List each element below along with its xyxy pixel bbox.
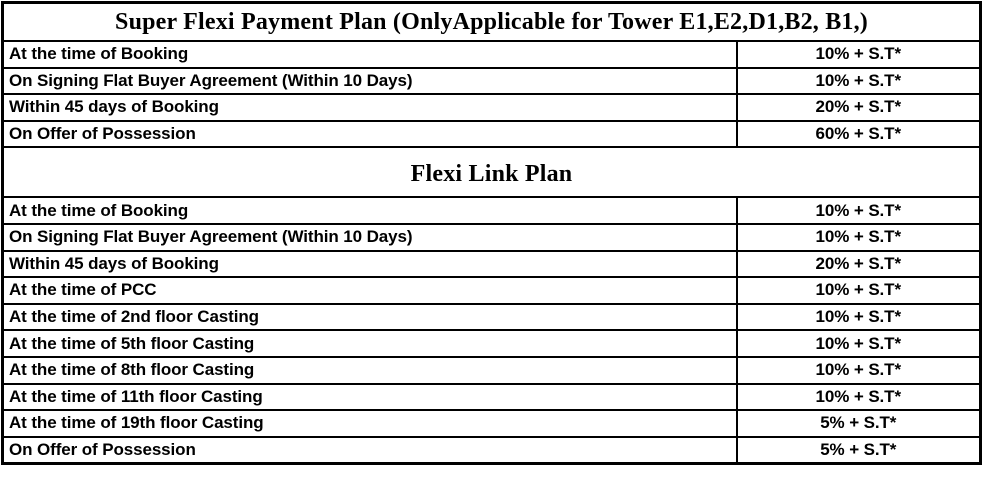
plan-title-row (3, 3, 981, 42)
table-row (3, 224, 981, 251)
milestone-label: On Signing Flat Buyer Agreement (Within 10 Days) (3, 224, 737, 251)
payment-value: 10% + S.T* (737, 41, 981, 68)
table-row (3, 197, 981, 224)
table-row (3, 121, 981, 148)
table-row (3, 330, 981, 357)
payment-value: 5% + S.T* (737, 437, 981, 464)
payment-value: 10% + S.T* (737, 224, 981, 251)
plan-title-row (3, 147, 981, 197)
milestone-label: At the time of 2nd floor Casting (3, 304, 737, 331)
payment-value: 10% + S.T* (737, 384, 981, 411)
table-row (3, 437, 981, 464)
milestone-label: On Offer of Possession (3, 437, 737, 464)
payment-value: 60% + S.T* (737, 121, 981, 148)
table-row (3, 357, 981, 384)
payment-value: 20% + S.T* (737, 94, 981, 121)
payment-value: 10% + S.T* (737, 357, 981, 384)
milestone-label: At the time of PCC (3, 277, 737, 304)
payment-value: 10% + S.T* (737, 304, 981, 331)
payment-value: 10% + S.T* (737, 68, 981, 95)
milestone-label: Within 45 days of Booking (3, 94, 737, 121)
payment-plan-document (0, 1, 984, 494)
payment-plan-table (1, 1, 982, 465)
payment-value: 5% + S.T* (737, 410, 981, 437)
table-row (3, 277, 981, 304)
milestone-label: On Offer of Possession (3, 121, 737, 148)
payment-plan-rows (3, 3, 981, 464)
table-row (3, 94, 981, 121)
milestone-label: Within 45 days of Booking (3, 251, 737, 278)
payment-value: 10% + S.T* (737, 330, 981, 357)
milestone-label: At the time of 8th floor Casting (3, 357, 737, 384)
payment-value: 10% + S.T* (737, 197, 981, 224)
table-row (3, 251, 981, 278)
milestone-label: On Signing Flat Buyer Agreement (Within 10 Days) (3, 68, 737, 95)
table-row (3, 410, 981, 437)
table-row (3, 304, 981, 331)
table-row (3, 384, 981, 411)
milestone-label: At the time of Booking (3, 41, 737, 68)
milestone-label: At the time of 5th floor Casting (3, 330, 737, 357)
milestone-label: At the time of Booking (3, 197, 737, 224)
table-row (3, 68, 981, 95)
payment-value: 20% + S.T* (737, 251, 981, 278)
payment-value: 10% + S.T* (737, 277, 981, 304)
milestone-label: At the time of 19th floor Casting (3, 410, 737, 437)
table-row (3, 41, 981, 68)
plan-title: Super Flexi Payment Plan (OnlyApplicable for Tower E1,E2,D1,B2, B1,) (3, 3, 981, 42)
plan-title: Flexi Link Plan (3, 147, 981, 197)
milestone-label: At the time of 11th floor Casting (3, 384, 737, 411)
